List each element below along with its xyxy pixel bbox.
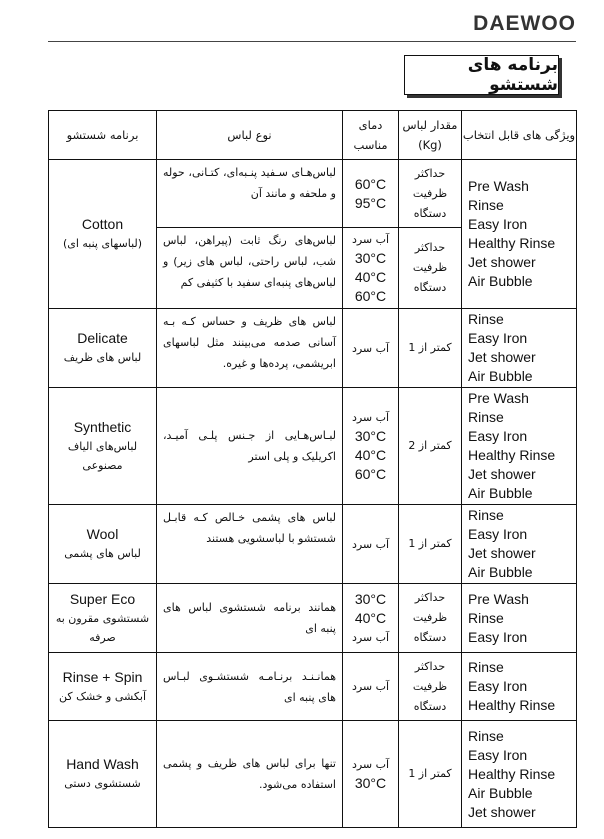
option-item: Healthy Rinse	[468, 447, 556, 463]
program-name: Hand Wash	[66, 756, 139, 772]
program-cell	[49, 388, 157, 505]
load-line: کمتر از 1	[408, 537, 452, 550]
program-name-fa: (لباسهای پنبه ای)	[62, 237, 143, 250]
table-row	[49, 309, 577, 388]
table-row	[49, 653, 577, 721]
load-line: حداکثر	[414, 166, 446, 180]
fabric-desc: لباس های ظریف و حساس کـه بـه آسانی صدمه می‌بینند مثل لباسهای ابریشمی، پرده‌ها و غیره.	[157, 309, 343, 388]
program-name-fa: لباس‌های الیاف مصنوعی	[67, 439, 138, 472]
header-load: مقدار لباس (Kg)	[399, 111, 462, 160]
temp-line: 40°C	[354, 609, 387, 626]
program-name: Delicate	[77, 330, 128, 346]
load-line: دستگاه	[413, 699, 447, 713]
program-name-fa: شستشوی دستی	[64, 777, 141, 790]
program-cell	[49, 160, 157, 309]
load-line: ظرفیت	[412, 611, 448, 624]
options-cell	[462, 160, 577, 309]
load-line: حداکثر	[414, 591, 446, 604]
option-item: Air Bubble	[468, 784, 533, 801]
option-item: Easy Iron	[468, 746, 528, 763]
program-cell	[49, 721, 157, 828]
brand-logo: DAEWOO	[473, 12, 576, 35]
option-item: Jet shower	[468, 466, 536, 482]
options-cell	[462, 309, 577, 388]
temp-line: 30°C	[354, 250, 387, 266]
option-item: Rinse	[468, 727, 504, 744]
option-item: Jet shower	[468, 803, 536, 820]
temp-line: 30°C	[354, 590, 387, 607]
program-cell	[49, 309, 157, 388]
temp-line: 40°C	[354, 269, 387, 285]
fabric-desc: لبـاس‌هـایی از جـنس پلـی آمیـد، اکریلیک و پلی استر	[157, 388, 343, 505]
option-item: Healthy Rinse	[468, 235, 556, 251]
table-row	[49, 388, 577, 505]
temp-line: 60°C	[354, 175, 387, 192]
load-line: دستگاه	[413, 631, 447, 644]
option-item: Air Bubble	[468, 485, 533, 501]
temp-cell	[343, 505, 399, 584]
option-item: Air Bubble	[468, 564, 533, 580]
fabric-desc: همانـنـد برنـامـه شستشـوی لبـاس های پنبه ای	[157, 653, 343, 721]
load-cell	[399, 505, 462, 584]
load-line: کمتر از 1	[408, 341, 452, 354]
program-name: Synthetic	[73, 418, 132, 435]
load-cell	[399, 653, 462, 721]
program-name-fa: لباس های ظریف	[63, 351, 142, 364]
load-cell	[399, 160, 462, 228]
load-line: حداکثر	[414, 659, 446, 673]
load-line: ظرفیت	[412, 679, 448, 693]
program-name-fa: لباس های پشمی	[64, 547, 141, 560]
option-item: Easy Iron	[468, 678, 528, 694]
load-cell	[399, 388, 462, 505]
load-cell	[399, 228, 462, 309]
option-item: Easy Iron	[468, 428, 528, 444]
header-options: ویژگی های قابل انتخاب	[462, 111, 577, 160]
temp-line: 30°C	[354, 775, 387, 791]
load-line: حداکثر	[414, 241, 446, 254]
table-row	[49, 584, 577, 653]
temp-line: 60°C	[354, 288, 387, 304]
options-cell	[462, 653, 577, 721]
temp-cell	[343, 653, 399, 721]
table-row	[49, 160, 577, 228]
option-item: Pre Wash	[468, 390, 529, 406]
option-item: Healthy Rinse	[468, 765, 556, 782]
temp-cell	[343, 228, 399, 309]
temp-cell	[343, 309, 399, 388]
header-temp: دمای مناسب	[343, 111, 399, 160]
temp-line: آب سرد	[351, 680, 390, 693]
load-line: ظرفیت	[412, 186, 448, 200]
option-item: Jet shower	[468, 254, 536, 270]
header-divider	[48, 41, 576, 42]
option-item: Pre Wash	[468, 178, 529, 194]
program-name: Wool	[86, 526, 119, 542]
temp-line: 30°C	[354, 428, 387, 444]
program-cell	[49, 653, 157, 721]
table-row	[49, 505, 577, 584]
options-cell	[462, 505, 577, 584]
program-name-fa: شستشوی مقرون به صرفه	[55, 611, 150, 644]
temp-line: آب سرد	[351, 233, 390, 246]
option-item: Rinse	[468, 507, 504, 523]
temp-line: 60°C	[354, 466, 387, 482]
load-cell	[399, 584, 462, 653]
fabric-desc: همانند برنامه شستشوی لباس های پنبه ای	[157, 584, 343, 653]
option-item: Easy Iron	[468, 330, 528, 346]
temp-line: 40°C	[354, 447, 387, 463]
temp-cell	[343, 388, 399, 505]
option-item: Rinse	[468, 197, 504, 213]
temp-cell	[343, 721, 399, 828]
table-row	[49, 721, 577, 828]
fabric-desc: لباس های پشمی خـالص کـه قابـل شستشو با لباسشویی هستند	[157, 505, 343, 584]
load-line: کمتر از 2	[408, 439, 452, 452]
temp-line: آب سرد	[351, 758, 390, 771]
options-cell	[462, 584, 577, 653]
load-cell	[399, 309, 462, 388]
options-cell	[462, 721, 577, 828]
option-item: Easy Iron	[468, 526, 528, 542]
program-name: Rinse + Spin	[62, 668, 143, 685]
option-item: Rinse	[468, 659, 504, 675]
program-cell	[49, 505, 157, 584]
program-name-fa: آبکشی و خشک کن	[58, 689, 147, 703]
wash-programs-table	[48, 110, 577, 828]
temp-line: آب سرد	[351, 537, 390, 551]
load-line: کمتر از 1	[408, 767, 452, 780]
option-item: Easy Iron	[468, 628, 528, 645]
load-line: دستگاه	[413, 281, 447, 294]
header-fabric: نوع لباس	[157, 111, 343, 160]
temp-cell	[343, 584, 399, 653]
program-cell	[49, 584, 157, 653]
header-program: برنامه شستشو	[49, 111, 157, 160]
option-item: Jet shower	[468, 349, 536, 365]
program-name: Super Eco	[69, 590, 136, 607]
load-line: ظرفیت	[412, 261, 448, 274]
load-cell	[399, 721, 462, 828]
fabric-desc: لباس‌های رنگ ثابت (پیراهن، لباس شب، لباس راحتی، لباس های زیر) و لباس‌های پنبه‌ای سفید با کثیفی کم	[157, 228, 343, 309]
option-item: Air Bubble	[468, 273, 533, 289]
fabric-desc: تنها برای لباس های ظریف و پشمی استفاده می‌شود.	[157, 721, 343, 828]
option-item: Pre Wash	[468, 590, 529, 607]
option-item: Healthy Rinse	[468, 697, 556, 713]
page-title: برنامه های شستشو	[404, 55, 559, 95]
option-item: Rinse	[468, 409, 504, 425]
option-item: Easy Iron	[468, 216, 528, 232]
option-item: Jet shower	[468, 545, 536, 561]
table-header-row	[49, 111, 577, 160]
temp-line: آب سرد	[351, 411, 390, 424]
temp-line: آب سرد	[351, 341, 390, 355]
temp-line: 95°C	[354, 194, 387, 211]
temp-line: آب سرد	[351, 630, 390, 644]
options-cell	[462, 388, 577, 505]
option-item: Rinse	[468, 311, 504, 327]
fabric-desc: لباس‌هـای سـفید پنـبه‌ای، کتـانی، حوله و ملحفه و مانند آن	[157, 160, 343, 228]
option-item: Rinse	[468, 609, 504, 626]
temp-cell	[343, 160, 399, 228]
option-item: Air Bubble	[468, 368, 533, 384]
load-line: دستگاه	[413, 206, 447, 220]
program-name: Cotton	[81, 216, 124, 232]
